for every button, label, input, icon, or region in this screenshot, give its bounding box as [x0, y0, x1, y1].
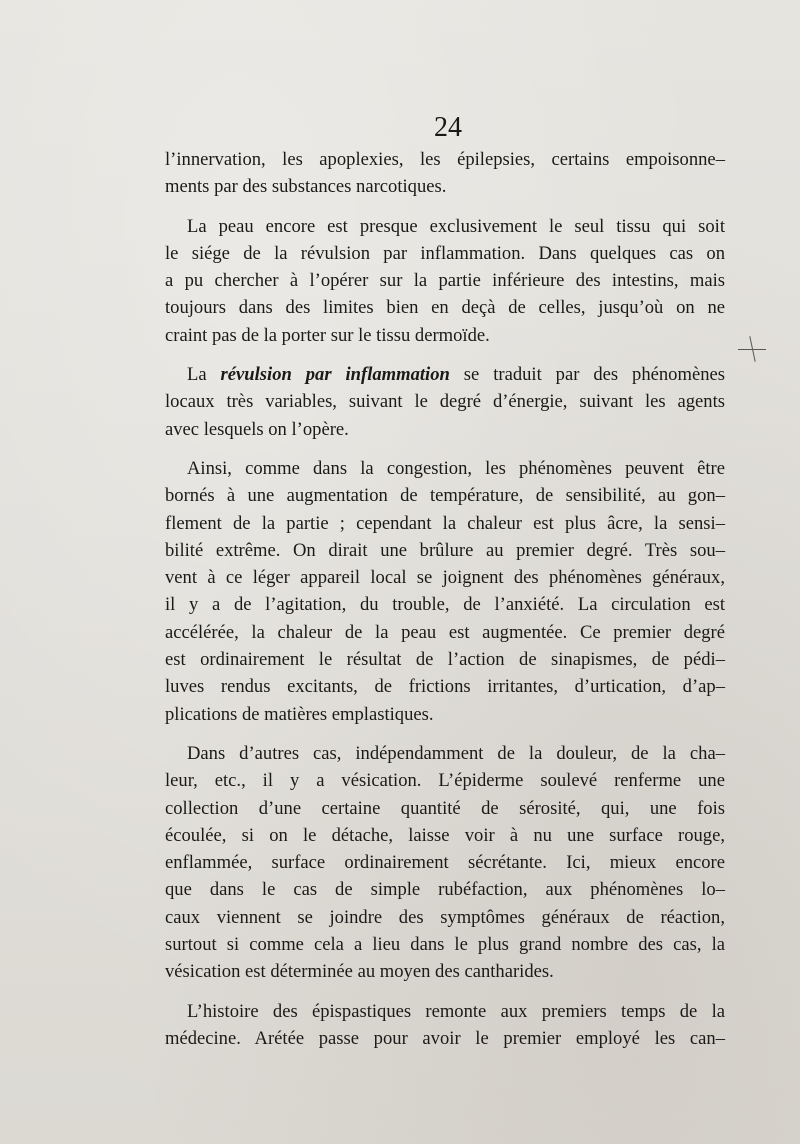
text-line: le siége de la révulsion par inflammation. Dans quelques cas on	[165, 242, 725, 264]
emphasized-term: révulsion par inflammation	[220, 364, 450, 386]
paragraph-3	[165, 361, 725, 443]
lead-word: La	[187, 364, 207, 386]
text-line: écoulée, si on le détache, laisse voir à nu une surface rouge,	[165, 824, 725, 846]
paragraph-5	[165, 740, 725, 986]
text-line: l’innervation, les apoplexies, les épilepsies, certains empoisonne–	[165, 149, 725, 170]
text-line: craint pas de la porter sur le tissu dermoïde.	[165, 324, 490, 346]
text-line: Dans d’autres cas, indépendamment de la douleur, de la cha–	[187, 742, 725, 764]
text-line: toujours dans des limites bien en deçà de celles, jusqu’où on ne	[165, 297, 725, 319]
text-line: vésication est déterminée au moyen des cantharides.	[165, 961, 554, 983]
text-line: La peau encore est presque exclusivement le seul tissu qui soit	[187, 215, 725, 237]
text-line: médecine. Arétée passe pour avoir le premier employé les can–	[165, 1027, 725, 1049]
text-line: plications de matières emplastiques.	[165, 703, 434, 725]
text-line: bornés à une augmentation de température, de sensibilité, au gon–	[165, 485, 725, 507]
text-line: avec lesquels on l’opère.	[165, 418, 349, 440]
text-line: luves rendus excitants, de frictions irritantes, d’urtication, d’ap–	[165, 676, 725, 698]
paragraph-4	[165, 455, 725, 728]
text-line: Ainsi, comme dans la congestion, les phénomènes peuvent être	[187, 457, 725, 479]
text-line: surtout si comme cela a lieu dans le plus grand nombre des cas, la	[165, 934, 725, 956]
paragraph-2	[165, 213, 725, 349]
text-line: il y a de l’agitation, du trouble, de l’anxiété. La circulation est	[165, 594, 725, 616]
text-line: est ordinairement le résultat de l’action de sinapismes, de pédi–	[165, 649, 725, 671]
text-line: enflammée, surface ordinairement sécrétante. Ici, mieux encore	[165, 852, 725, 874]
margin-cross-mark	[738, 336, 768, 362]
page-number: 24	[434, 112, 462, 143]
text-line: collection d’une certaine quantité de sérosité, qui, une fois	[165, 797, 725, 819]
text-line: a pu chercher à l’opérer sur la partie inférieure des intestins, mais	[165, 270, 725, 292]
text-line: vent à ce léger appareil local se joignent des phénomènes généraux,	[165, 567, 725, 589]
text-line: locaux très variables, suivant le degré d’énergie, suivant les agents	[165, 391, 725, 413]
text-line-with-emphasis	[165, 361, 725, 388]
text-line: accélérée, la chaleur de la peau est augmentée. Ce premier degré	[165, 621, 725, 643]
text-line: bilité extrême. On dirait une brûlure au premier degré. Très sou–	[165, 539, 725, 561]
text-line: que dans le cas de simple rubéfaction, aux phénomènes lo–	[165, 879, 725, 901]
body-text	[165, 146, 725, 1052]
paragraph-6	[165, 998, 725, 1053]
text-line: ments par des substances narcotiques.	[165, 176, 447, 198]
text-line: leur, etc., il y a vésication. L’épiderme soulevé renferme une	[165, 770, 725, 792]
text-line: caux viennent se joindre des symptômes généraux de réaction,	[165, 906, 725, 928]
paragraph-1	[165, 146, 725, 201]
lead-rest: se traduit par des phénomènes	[463, 364, 725, 386]
text-line: flement de la partie ; cependant la chaleur est plus âcre, la sensi–	[165, 512, 725, 534]
text-line: L’histoire des épispastiques remonte aux premiers temps de la	[187, 1000, 725, 1022]
